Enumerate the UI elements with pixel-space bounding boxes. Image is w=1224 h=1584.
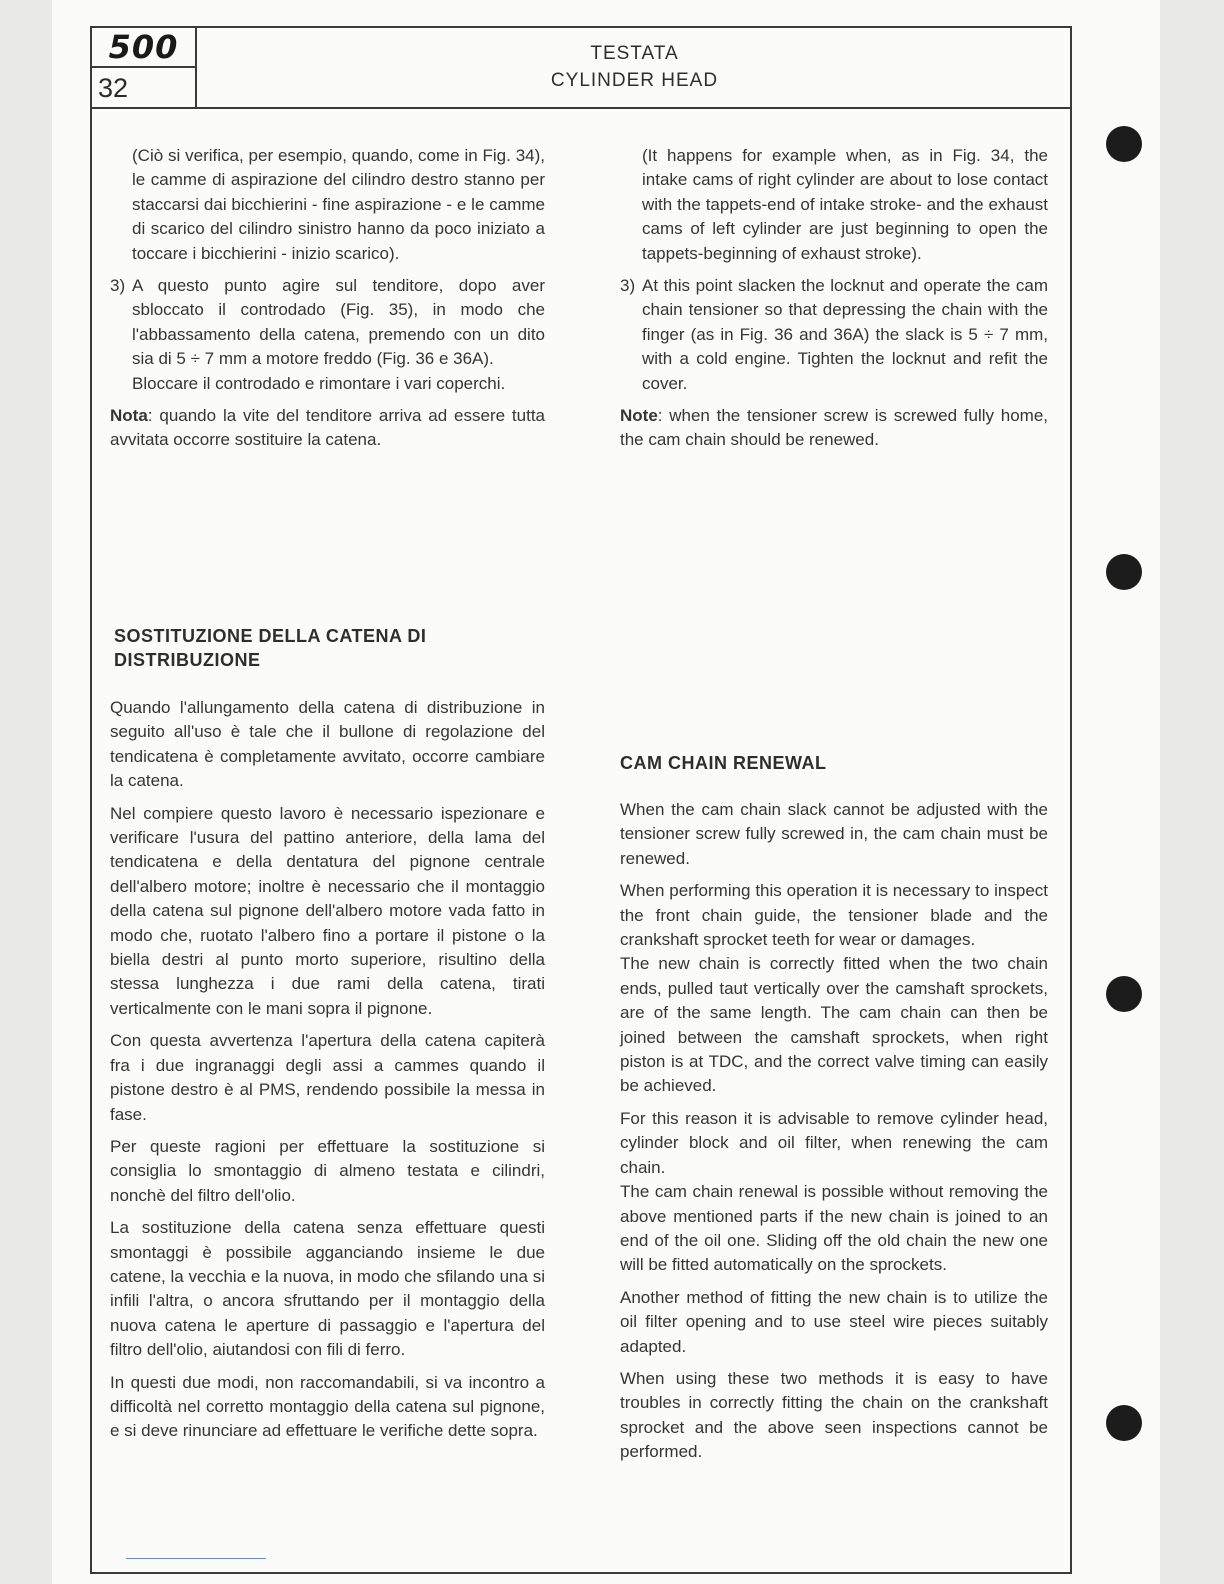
paragraph: The new chain is correctly fitted when the two chain ends, pulled taut vertically over the camshaft sprockets, are of the same length. The cam chain can then be joined between the camshaft sprockets, when right piston is at TDC, and the correct valve timing can easily be achieved.: [620, 954, 1048, 1096]
paragraph: Per queste ragioni per effettuare la sostituzione si consiglia lo smontaggio di almeno testata e cilindri, nonchè del filtro dell'olio.: [110, 1136, 545, 1205]
binder-hole: [1106, 126, 1142, 162]
paragraph: La sostituzione della catena senza effettuare questi smontaggi è possibile agganciando insieme le due catene, la vecchia e la nuova, in modo che sfilando una si infili l'altra, o ancora sfruttando per il montaggio della nuova catena le aperture di passaggio e l'apertura del filtro dell'olio, aiutandosi con fili di ferro.: [110, 1218, 545, 1360]
paragraph: Another method of fitting the new chain is to utilize the oil filter opening and to use steel wire pieces suitably adapted.: [620, 1287, 1048, 1356]
right-section-body: [620, 798, 1048, 1473]
heading-line-1: SOSTITUZIONE DELLA CATENA DI: [114, 626, 427, 646]
paragraph: In questi due modi, non raccomandabili, si va incontro a difficoltà nel corretto montaggio della catena sul pignone, e si deve rinunciare ad effettuare le verifiche dette sopra.: [110, 1372, 545, 1441]
right-top-block: [620, 144, 1048, 461]
left-step-3: [110, 274, 545, 372]
left-note: [110, 404, 545, 453]
page-title: [197, 40, 1072, 94]
note-text: : quando la vite del tenditore arriva ad essere tutta avvitata occorre sostituire la catena.: [110, 406, 545, 450]
paragraph: Con questa avvertenza l'apertura della catena capiterà fra i due ingranaggi degli assi a cammes quando il pistone destro è al PMS, rendendo possibile la messa in fase.: [110, 1031, 545, 1124]
step-number: 3): [620, 276, 636, 296]
scan-mark: [126, 1558, 266, 1559]
paragraph: When using these two methods it is easy to have troubles in correctly fitting the chain on the crankshaft sprocket and the above seen inspections cannot be performed.: [620, 1368, 1048, 1462]
heading-line-2: DISTRIBUZIONE: [114, 650, 261, 670]
page-header: [92, 28, 1070, 109]
binder-hole: [1106, 1405, 1142, 1441]
step-number: 3): [110, 276, 126, 296]
section-heading-italian: [114, 624, 534, 672]
right-step-3: [620, 274, 1048, 396]
paragraph: When the cam chain slack cannot be adjusted with the tensioner screw fully screwed in, the cam chain must be renewed.: [620, 800, 1048, 868]
paragraph: The cam chain renewal is possible without removing the above mentioned parts if the new chain is joined to an end of the oil one. Sliding off the old chain the new one will be fitted automatically on the sprockets.: [620, 1182, 1048, 1275]
title-english: CYLINDER HEAD: [550, 70, 719, 91]
logo-cell: [92, 28, 197, 107]
note-label: Note: [620, 406, 658, 426]
title-italian: TESTATA: [590, 43, 679, 64]
section-heading-english: CAM CHAIN RENEWAL: [620, 753, 827, 773]
note-label: Nota: [110, 406, 148, 426]
paragraph: When performing this operation it is necessary to inspect the front chain guide, the tensioner blade and the crankshaft sprocket teeth for wear or damages.: [620, 881, 1048, 950]
paragraph: Quando l'allungamento della catena di distribuzione in seguito all'uso è tale che il bullone di regolazione del tendicatena è completamente avvitato, occorre cambiare la catena.: [110, 698, 545, 791]
step-text: A questo punto agire sul tenditore, dopo aver sbloccato il controdado (Fig. 35), in modo che l'abbassamento della catena, premendo con un dito sia di 5 ÷ 7 mm a motore freddo (Fig. 36 e 36A).: [132, 276, 545, 369]
step-text: At this point slacken the locknut and operate the cam chain tensioner so that depressing the chain with the finger (as in Fig. 36 and 36A) the slack is 5 ÷ 7 mm, with a cold engine. Tighten the locknut and refit the cover.: [642, 276, 1048, 393]
right-intro-paragraph: (It happens for example when, as in Fig. 34, the intake cams of right cylinder are about to lose contact with the tappets-end of intake stroke- and the exhaust cams of left cylinder are just beginning to open the tappets-beginning of exhaust stroke).: [642, 146, 1048, 263]
paragraph: For this reason it is advisable to remove cylinder head, cylinder block and oil filter, when renewing the cam chain.: [620, 1108, 1048, 1177]
left-top-block: [110, 144, 545, 461]
right-note: [620, 404, 1048, 453]
binder-hole: [1106, 554, 1142, 590]
left-section-body: [110, 696, 545, 1452]
page-number: 32: [98, 73, 129, 103]
left-step-3-continued: Bloccare il controdado e rimontare i vari coperchi.: [132, 373, 506, 393]
paragraph: Nel compiere questo lavoro è necessario ispezionare e verificare l'usura del pattino anteriore, della lama del tendicatena e della dentatura del pignone centrale dell'albero motore; inoltre è necessario che il montaggio della catena sul pignone dell'albero motore vada fatto in modo che, ruotato l'albero fino a portare il pistone o la biella destri al punto morto superiore, risultino della stessa lunghezza i due rami della catena, tirati verticalmente con le mani sopra il pignone.: [110, 803, 545, 1018]
left-intro-paragraph: (Ciò si verifica, per esempio, quando, come in Fig. 34), le camme di aspirazione del cilindro destro stanno per staccarsi dai bicchierini - fine aspirazione - e le camme di scarico del cilindro sinistro hanno da poco iniziato a toccare i bicchierini - inizio scarico).: [132, 146, 545, 263]
binder-hole: [1106, 976, 1142, 1012]
model-logo: 500: [92, 28, 195, 68]
note-text: : when the tensioner screw is screwed fully home, the cam chain should be renewed.: [620, 406, 1048, 450]
